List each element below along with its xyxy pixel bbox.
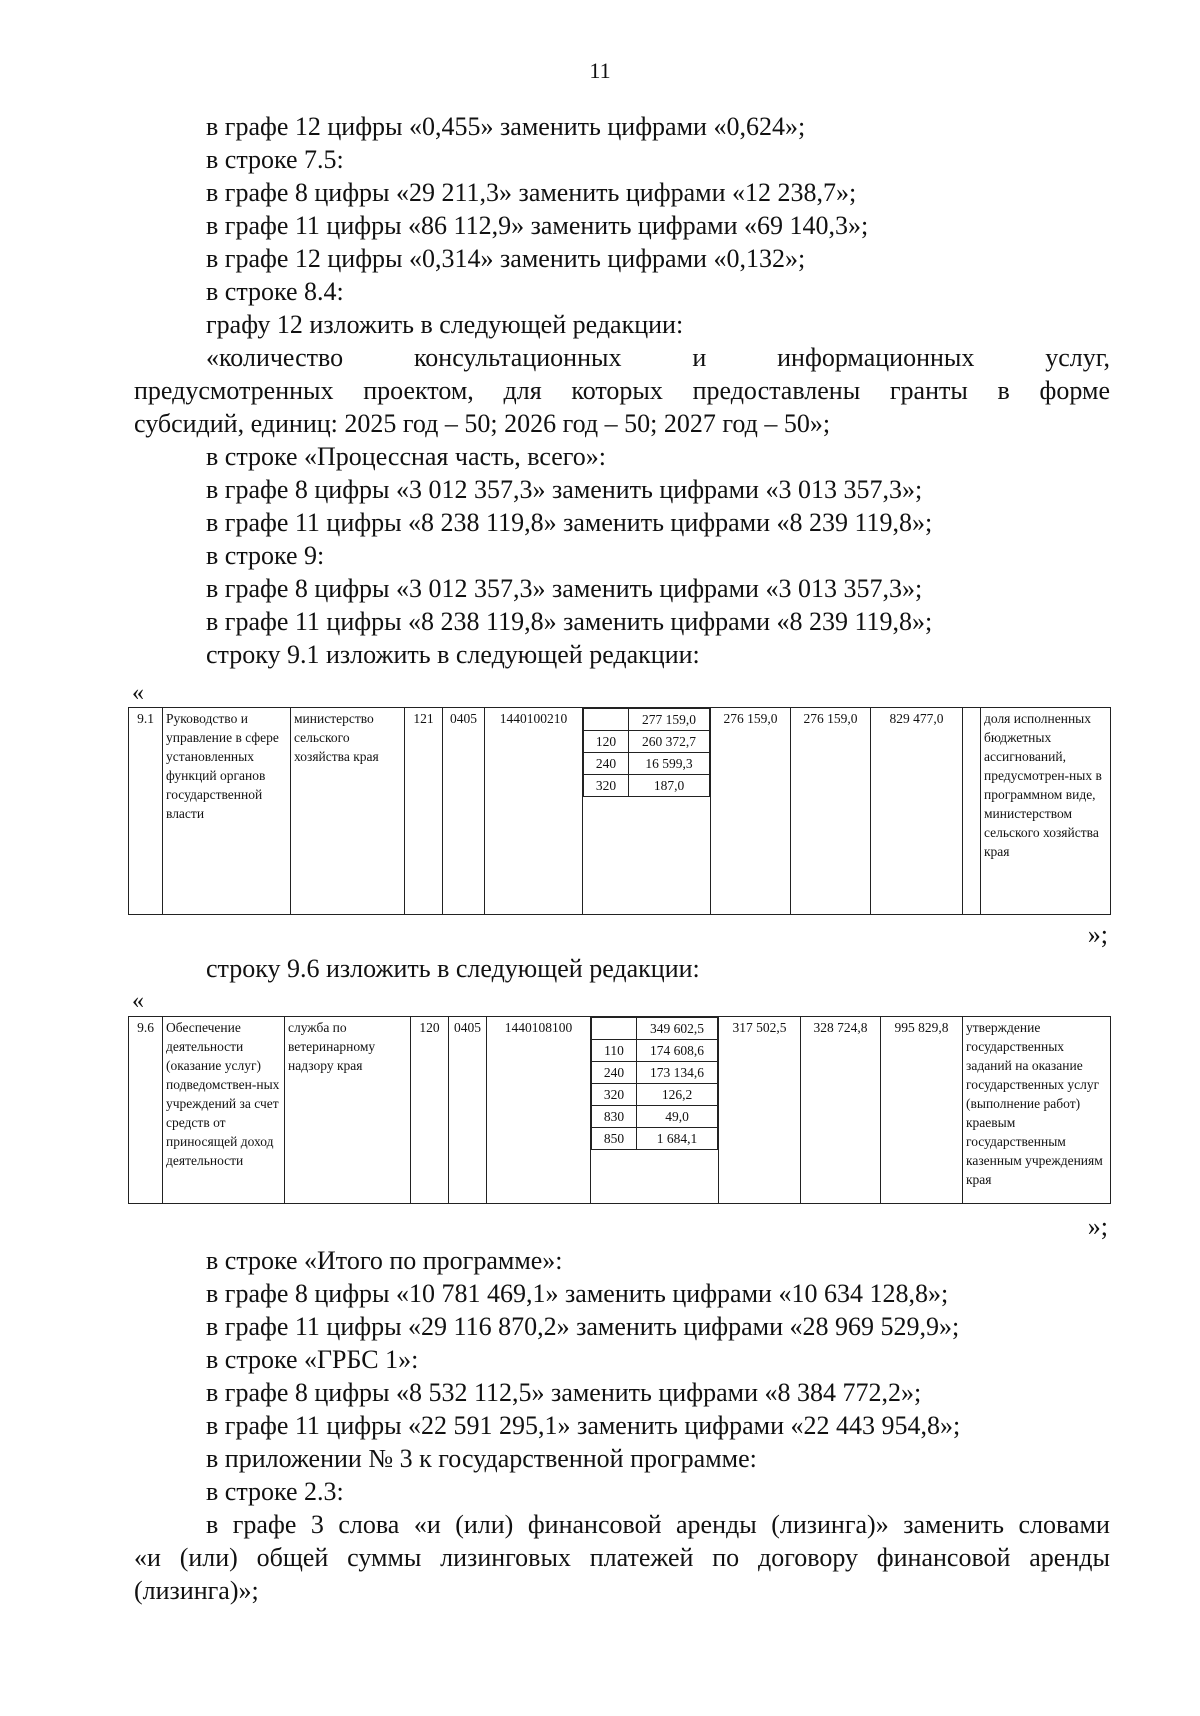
grbs-code: 121 [405,708,443,915]
page-number: 11 [589,58,611,83]
target-article-code: 1440108100 [487,1017,591,1204]
text-line: в строке 7.5: [206,145,344,174]
close-quote: »; [1087,920,1108,949]
word: 3 [310,1510,324,1539]
word: форме [1039,376,1110,405]
text-line: в графе 11 цифры «8 238 119,8» заменить цифрами «8 239 119,8»; [206,508,933,537]
word: для [503,376,542,405]
word: словами [1018,1510,1110,1539]
word: информационных [777,343,975,372]
expense-code [584,709,629,731]
paragraph-line: субсидий, единиц: 2025 год – 50; 2026 год – 50; 2027 год – 50»; [134,409,831,438]
text-line: в графе 8 цифры «3 012 357,3» заменить цифрами «3 013 357,3»; [206,475,923,504]
word: услуг, [1045,343,1110,372]
paragraph-line [134,341,1110,374]
expense-code: 320 [584,775,629,797]
text-line: в строке «Итого по программе»: [206,1246,563,1275]
text-line: в графе 11 цифры «22 591 295,1» заменить цифрами «22 443 954,8»; [206,1411,961,1440]
expense-breakdown [591,1017,718,1150]
word: финансовой [527,1510,662,1539]
word: «и [134,1543,161,1572]
paragraph-line [134,1508,1110,1541]
expense-code [592,1018,637,1040]
text-line: в графе 12 цифры «0,455» заменить цифрами «0,624»; [206,112,806,141]
text-line: в графе 11 цифры «86 112,9» заменить цифрами «69 140,3»; [206,211,869,240]
text-line: в графе 11 цифры «29 116 870,2» заменить цифрами «28 969 529,9»; [206,1312,960,1341]
expense-code: 830 [592,1106,637,1128]
word: «количество [206,343,344,372]
text-line: в строке «ГРБС 1»: [206,1345,419,1374]
year-3-value: 328 724,8 [801,1017,881,1204]
text-line: строку 9.1 изложить в следующей редакции: [206,640,700,669]
expense-type-cell [591,1017,719,1204]
expected-result: утверждение государственных заданий на оказание государственных услуг (выполнение работ) краевым государственным казенным учреждениям края [963,1017,1111,1204]
text-line: в строке 2.3: [206,1477,344,1506]
expense-value: 126,2 [637,1084,718,1106]
expense-value: 174 608,6 [637,1040,718,1062]
expense-code: 850 [592,1128,637,1150]
expense-value: 277 159,0 [629,709,710,731]
text-line: в строке 9: [206,541,325,570]
word: «и [413,1510,441,1539]
expense-code: 110 [592,1040,637,1062]
expense-code: 240 [584,753,629,775]
grbs-code: 120 [411,1017,449,1204]
text-line: в графе 8 цифры «3 012 357,3» заменить цифрами «3 013 357,3»; [206,574,923,603]
text-line: графу 12 изложить в следующей редакции: [206,310,684,339]
close-quote: »; [1087,1212,1108,1241]
word: общей [256,1543,329,1572]
text-line: в графе 8 цифры «29 211,3» заменить цифрами «12 238,7»; [206,178,857,207]
expense-code: 320 [592,1084,637,1106]
paragraph-line: (лизинга)»; [134,1576,259,1605]
word: аренды [676,1510,757,1539]
expense-value: 349 602,5 [637,1018,718,1040]
text-line: в графе 8 цифры «8 532 112,5» заменить цифрами «8 384 772,2»; [206,1378,922,1407]
amendment-block-3 [134,1244,1110,1607]
word: финансовой [876,1543,1011,1572]
word: (лизинга)» [771,1510,889,1539]
expense-breakdown [583,708,710,797]
text-line: в строке 8.4: [206,277,344,306]
word: предусмотренных [134,376,334,405]
expense-code: 240 [592,1062,637,1084]
word: слова [338,1510,400,1539]
expense-code: 120 [584,731,629,753]
text-line: в строке «Процессная часть, всего»: [206,442,607,471]
text-line: в графе 11 цифры «8 238 119,8» заменить цифрами «8 239 119,8»; [206,607,933,636]
word: по [712,1543,740,1572]
text-line: строку 9.6 изложить в следующей редакции: [206,954,700,983]
word: проектом, [363,376,474,405]
empty-cell [963,708,981,915]
table-row-9-1 [128,707,1111,915]
word: в [206,1510,219,1539]
year-2-value: 317 502,5 [719,1017,801,1204]
total-value: 829 477,0 [871,708,963,915]
word: заменить [903,1510,1005,1539]
row-number: 9.6 [129,1017,163,1204]
text-line: в графе 8 цифры «10 781 469,1» заменить цифрами «10 634 128,8»; [206,1279,949,1308]
target-article-code: 1440100210 [485,708,583,915]
word: графе [232,1510,297,1539]
expected-result: доля исполненных бюджетных ассигнований, предусмотрен-ных в программном виде, министерством сельского хозяйства края [981,708,1111,915]
text-line: в приложении № 3 к государственной программе: [206,1444,757,1473]
year-2-value: 276 159,0 [711,708,791,915]
expense-type-cell [583,708,711,915]
grbs-name: министерство сельского хозяйства края [291,708,405,915]
row-number: 9.1 [129,708,163,915]
expense-value: 173 134,6 [637,1062,718,1084]
word: консультационных [414,343,622,372]
amendment-block-1 [134,110,1110,671]
paragraph-line [134,374,1110,407]
expense-value: 49,0 [637,1106,718,1128]
measure-name: Руководство и управление в сфере установленных функций органов государственной власти [163,708,291,915]
grbs-name: служба по ветеринарному надзору края [285,1017,411,1204]
word: гранты [889,376,968,405]
word: лизинговых [440,1543,571,1572]
word: предоставлены [692,376,861,405]
word: в [997,376,1010,405]
word: которых [571,376,663,405]
expense-value: 260 372,7 [629,731,710,753]
word: суммы [347,1543,422,1572]
expense-value: 187,0 [629,775,710,797]
section-code: 0405 [449,1017,487,1204]
open-quote: « [132,680,144,706]
word: (или) [179,1543,238,1572]
year-3-value: 276 159,0 [791,708,871,915]
expense-value: 16 599,3 [629,753,710,775]
word: аренды [1029,1543,1110,1572]
table-row-9-6 [128,1016,1111,1204]
word: платежей [589,1543,694,1572]
word: (или) [455,1510,514,1539]
text-line: в графе 12 цифры «0,314» заменить цифрами «0,132»; [206,244,806,273]
word: и [692,343,707,372]
total-value: 995 829,8 [881,1017,963,1204]
paragraph-line [134,1541,1110,1574]
amendment-line-9-6 [134,952,1110,985]
expense-value: 1 684,1 [637,1128,718,1150]
section-code: 0405 [443,708,485,915]
word: договору [757,1543,858,1572]
open-quote: « [132,988,144,1014]
measure-name: Обеспечение деятельности (оказание услуг) подведомствен-ных учреждений за счет средств от приносящей доход деятельности [163,1017,285,1204]
